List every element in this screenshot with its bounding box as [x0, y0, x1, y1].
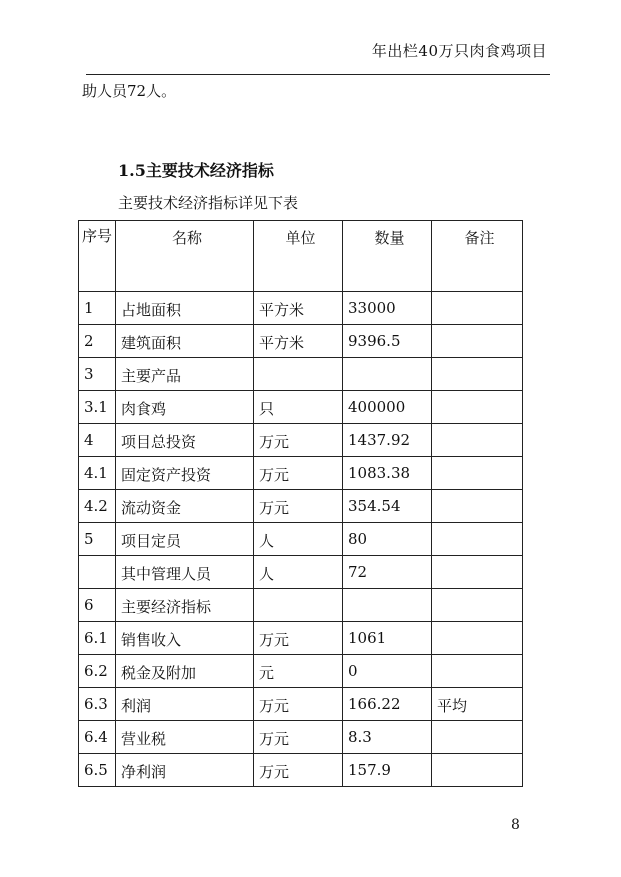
- cell-seq: 6.4: [79, 721, 116, 754]
- cell-remark: [432, 721, 523, 754]
- cell-quantity: 157.9: [343, 754, 432, 787]
- cell-remark: [432, 754, 523, 787]
- cell-quantity: [343, 589, 432, 622]
- cell-name: 建筑面积: [116, 325, 254, 358]
- table-row: [79, 523, 523, 556]
- cell-unit: 万元: [254, 457, 343, 490]
- cell-unit: 万元: [254, 688, 343, 721]
- cell-quantity: 1083.38: [343, 457, 432, 490]
- cell-quantity: 9396.5: [343, 325, 432, 358]
- cell-name: 营业税: [116, 721, 254, 754]
- cell-name: 肉食鸡: [116, 391, 254, 424]
- cell-remark: 平均: [432, 688, 523, 721]
- cell-quantity: 1061: [343, 622, 432, 655]
- technical-economic-indicators-table: [78, 220, 523, 787]
- cell-name: 主要经济指标: [116, 589, 254, 622]
- cell-quantity: 354.54: [343, 490, 432, 523]
- table-row: [79, 490, 523, 523]
- cell-quantity: 166.22: [343, 688, 432, 721]
- cell-remark: [432, 556, 523, 589]
- cell-unit: 平方米: [254, 292, 343, 325]
- cell-unit: [254, 589, 343, 622]
- header-remark: 备注: [432, 221, 523, 292]
- cell-quantity: 80: [343, 523, 432, 556]
- table-row: [79, 292, 523, 325]
- cell-quantity: 8.3: [343, 721, 432, 754]
- header-unit: 单位: [254, 221, 343, 292]
- cell-remark: [432, 424, 523, 457]
- cell-quantity: 400000: [343, 391, 432, 424]
- cell-name: 主要产品: [116, 358, 254, 391]
- cell-remark: [432, 325, 523, 358]
- continued-paragraph: 助人员72人。: [82, 82, 177, 100]
- table-row: [79, 325, 523, 358]
- cell-unit: 平方米: [254, 325, 343, 358]
- cell-seq: 4.1: [79, 457, 116, 490]
- cell-seq: 6.1: [79, 622, 116, 655]
- table-row: [79, 721, 523, 754]
- cell-name: 销售收入: [116, 622, 254, 655]
- cell-remark: [432, 391, 523, 424]
- cell-name: 固定资产投资: [116, 457, 254, 490]
- cell-remark: [432, 490, 523, 523]
- table-row: [79, 358, 523, 391]
- table-row: [79, 655, 523, 688]
- table-row: [79, 754, 523, 787]
- table-row: [79, 688, 523, 721]
- header-seq: 序号: [79, 221, 116, 292]
- section-heading: 1.5主要技术经济指标: [118, 161, 274, 180]
- cell-remark: [432, 523, 523, 556]
- cell-name: 项目总投资: [116, 424, 254, 457]
- cell-name: 流动资金: [116, 490, 254, 523]
- running-header-title: 年出栏40万只肉食鸡项目: [371, 42, 547, 60]
- cell-seq: 4: [79, 424, 116, 457]
- header-rule: [86, 74, 550, 75]
- cell-unit: 万元: [254, 490, 343, 523]
- cell-quantity: 72: [343, 556, 432, 589]
- cell-quantity: 33000: [343, 292, 432, 325]
- cell-quantity: 1437.92: [343, 424, 432, 457]
- cell-name: 净利润: [116, 754, 254, 787]
- cell-name: 利润: [116, 688, 254, 721]
- cell-unit: 人: [254, 556, 343, 589]
- table-row: [79, 391, 523, 424]
- cell-name: 其中管理人员: [116, 556, 254, 589]
- cell-seq: 4.2: [79, 490, 116, 523]
- cell-seq: 6.5: [79, 754, 116, 787]
- cell-seq: 2: [79, 325, 116, 358]
- cell-seq: 6: [79, 589, 116, 622]
- cell-unit: 万元: [254, 622, 343, 655]
- cell-seq: 6.2: [79, 655, 116, 688]
- cell-name: 税金及附加: [116, 655, 254, 688]
- cell-quantity: 0: [343, 655, 432, 688]
- cell-seq: 5: [79, 523, 116, 556]
- cell-remark: [432, 655, 523, 688]
- cell-quantity: [343, 358, 432, 391]
- table-row: [79, 424, 523, 457]
- cell-remark: [432, 358, 523, 391]
- table-row: [79, 622, 523, 655]
- header-name: 名称: [116, 221, 254, 292]
- table-row: [79, 556, 523, 589]
- page-number: 8: [511, 817, 520, 833]
- cell-name: 项目定员: [116, 523, 254, 556]
- cell-seq: 1: [79, 292, 116, 325]
- cell-unit: 万元: [254, 424, 343, 457]
- cell-remark: [432, 589, 523, 622]
- cell-remark: [432, 457, 523, 490]
- cell-name: 占地面积: [116, 292, 254, 325]
- table-intro-text: 主要技术经济指标详见下表: [118, 194, 299, 212]
- cell-unit: 万元: [254, 721, 343, 754]
- cell-unit: 只: [254, 391, 343, 424]
- header-quantity: 数量: [343, 221, 432, 292]
- cell-seq: 6.3: [79, 688, 116, 721]
- table-row: [79, 457, 523, 490]
- cell-unit: 人: [254, 523, 343, 556]
- cell-seq: 3: [79, 358, 116, 391]
- cell-seq: 3.1: [79, 391, 116, 424]
- cell-seq: [79, 556, 116, 589]
- cell-remark: [432, 292, 523, 325]
- cell-remark: [432, 622, 523, 655]
- cell-unit: [254, 358, 343, 391]
- cell-unit: 元: [254, 655, 343, 688]
- cell-unit: 万元: [254, 754, 343, 787]
- table-header-row: [79, 221, 523, 292]
- table-row: [79, 589, 523, 622]
